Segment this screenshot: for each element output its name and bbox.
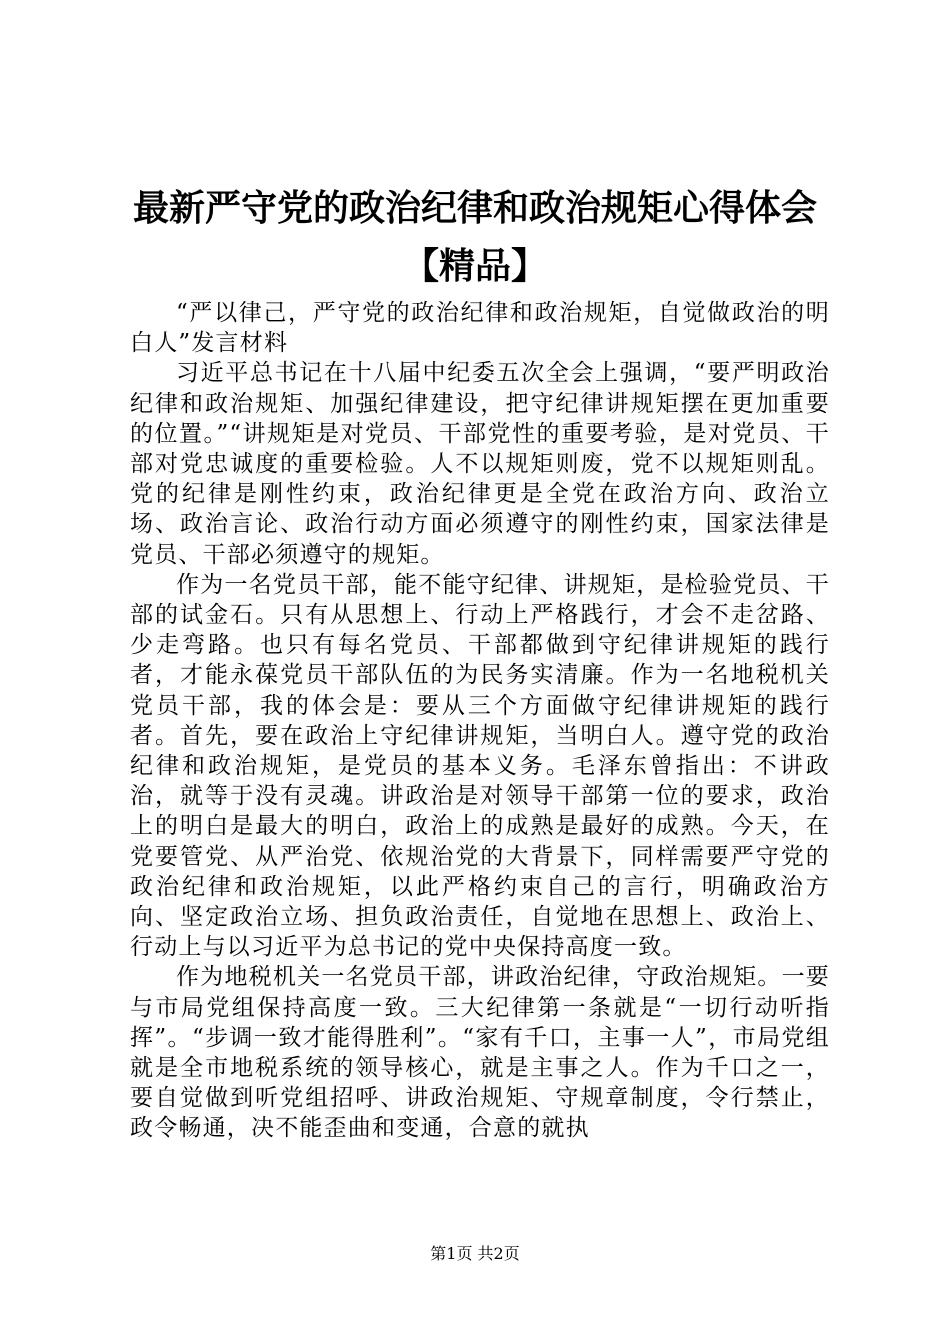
- document-title: 最新严守党的政治纪律和政治规矩心得体会: [132, 187, 817, 229]
- paragraph-intro: “严以律己，严守党的政治纪律和政治规矩，自觉做政治的明白人”发言材料: [130, 300, 830, 357]
- paragraph-body: 作为一名党员干部，能不能守纪律、讲规矩，是检验党员、干部的试金石。只有从思想上、行动上严格践行，才会不走岔路、少走弯路。也只有每名党员、干部都做到守纪律讲规矩的践行者，才能永葆党员干部队伍的为民务实清廉。作为一名地税机关党员干部，我的体会是：要从三个方面做守纪律讲规矩的践行者。首先，要在政治上守纪律讲规矩，当明白人。遵守党的政治纪律和政治规矩，是党员的基本义务。毛泽东曾指出：不讲政治，就等于没有灵魂。讲政治是对领导干部第一位的要求，政治上的明白是最大的明白，政治上的成熟是最好的成熟。今天，在党要管党、从严治党、依规治党的大背景下，同样需要严守党的政治纪律和政治规矩，以此严格约束自己的言行，明确政治方向、坚定政治立场、担负政治责任，自觉地在思想上、政治上、行动上与以习近平为总书记的党中央保持高度一致。: [130, 571, 830, 961]
- document-title-suffix: 【精品】: [402, 245, 547, 287]
- page-number-footer: 第1页 共2页: [430, 1244, 520, 1263]
- paragraph-body: 作为地税机关一名党员干部，讲政治纪律，守政治规矩。一要与市局党组保持高度一致。三大纪律第一条就是“一切行动听指挥”。“步调一致才能得胜利”。“家有千口，主事一人”，市局党组就是全市地税系统的领导核心，就是主事之人。作为千口之一，要自觉做到听党组招呼、讲政治规矩、守规章制度，令行禁止，政令畅通，决不能歪曲和变通，合意的就执: [130, 964, 830, 1142]
- document-body: [130, 298, 830, 1144]
- paragraph-quote: 习近平总书记在十八届中纪委五次全会上强调，“要严明政治纪律和政治规矩、加强纪律建设，把守纪律讲规矩摆在更加重要的位置。”“讲规矩是对党员、干部党性的重要考验，是对党员、干部对党忠诚度的重要检验。人不以规矩则废，党不以规矩则乱。党的纪律是刚性约束，政治纪律更是全党在政治方向、政治立场、政治言论、政治行动方面必须遵守的刚性约束，国家法律是党员、干部必须遵守的规矩。: [130, 360, 830, 568]
